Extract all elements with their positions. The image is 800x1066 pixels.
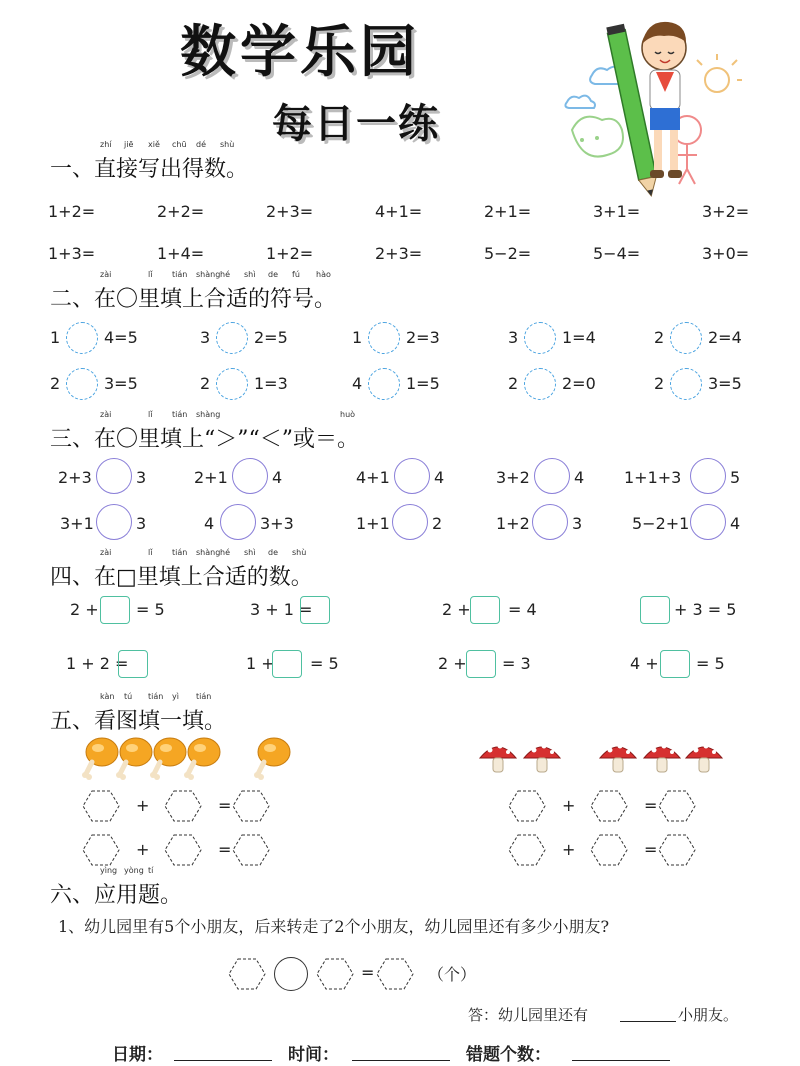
date-label: 日期：	[112, 1045, 163, 1065]
answer-box[interactable]	[100, 596, 130, 624]
answer-hexagon[interactable]	[590, 834, 628, 866]
compare-circle[interactable]	[534, 458, 570, 494]
section-5-title: 五、看图填一填。	[50, 709, 227, 734]
pinyin-annotation: hé	[220, 548, 230, 557]
section-6-title: 六、应用题。	[50, 883, 183, 908]
right-expression: 3	[136, 468, 147, 487]
pinyin-annotation: jiē	[124, 140, 134, 149]
left-expression: 4 +	[630, 654, 659, 673]
pinyin-annotation: shàng	[196, 548, 221, 557]
pinyin-annotation: dé	[196, 140, 206, 149]
left-expression: 5−2+1	[632, 514, 690, 533]
right-expression: 4	[574, 468, 585, 487]
answer-circle[interactable]	[274, 957, 308, 991]
answer-hexagon[interactable]	[82, 790, 120, 822]
time-label: 时间：	[288, 1045, 339, 1065]
date-blank[interactable]	[174, 1060, 272, 1061]
answer-hexagon[interactable]	[164, 790, 202, 822]
pinyin-annotation: shù	[220, 140, 235, 149]
arithmetic-problem: 2+3=	[375, 244, 423, 263]
page-title: 数学乐园	[180, 19, 420, 85]
left-expression: 3+1	[60, 514, 94, 533]
arithmetic-problem: 1+2=	[266, 244, 314, 263]
arithmetic-problem: 1+4=	[157, 244, 205, 263]
pinyin-annotation: kàn	[100, 692, 115, 701]
answer-hexagon[interactable]	[316, 958, 354, 990]
pinyin-annotation: shàng	[196, 270, 221, 279]
right-expression: 3=5	[708, 374, 742, 393]
pinyin-annotation: xiě	[148, 140, 160, 149]
left-operand: 2	[50, 374, 61, 393]
pinyin-annotation: zài	[100, 270, 112, 279]
arithmetic-problem: 2+3=	[266, 202, 314, 221]
left-operand: 1	[50, 328, 61, 347]
left-expression: 4	[204, 514, 215, 533]
left-expression: 1+1+3	[624, 468, 682, 487]
chicken-leg-illustration	[80, 734, 300, 782]
compare-circle[interactable]	[232, 458, 268, 494]
right-expression: 3	[572, 514, 583, 533]
left-operand: 2	[654, 374, 665, 393]
symbol-circle[interactable]	[66, 368, 98, 400]
answer-hexagon[interactable]	[508, 834, 546, 866]
answer-hexagon[interactable]	[658, 834, 696, 866]
answer-blank[interactable]	[620, 1021, 676, 1022]
answer-hexagon[interactable]	[658, 790, 696, 822]
right-expression: = 5	[310, 654, 339, 673]
answer-hexagon[interactable]	[590, 790, 628, 822]
right-expression: = 4	[508, 600, 537, 619]
symbol-circle[interactable]	[670, 368, 702, 400]
compare-circle[interactable]	[96, 458, 132, 494]
right-expression: 5	[730, 468, 741, 487]
answer-box[interactable]	[300, 596, 330, 624]
left-expression: 2+3	[58, 468, 92, 487]
pinyin-annotation: lǐ	[148, 548, 153, 557]
right-expression: 2=5	[254, 328, 288, 347]
left-expression: 4+1	[356, 468, 390, 487]
answer-box[interactable]	[466, 650, 496, 678]
pinyin-annotation: shù	[292, 548, 307, 557]
left-expression: 2 +	[438, 654, 467, 673]
section-1-title: 一、直接写出得数。	[50, 157, 249, 182]
pinyin-annotation: de	[268, 270, 278, 279]
arithmetic-problem: 1+3=	[48, 244, 96, 263]
arithmetic-problem: 5−2=	[484, 244, 532, 263]
pinyin-annotation: yìng	[100, 866, 118, 875]
mushroom-illustration	[478, 738, 728, 780]
pinyin-annotation: zài	[100, 410, 112, 419]
pinyin-annotation: shì	[244, 270, 256, 279]
equals-sign: =	[218, 796, 232, 815]
symbol-circle[interactable]	[216, 322, 248, 354]
equals-sign: =	[644, 796, 658, 815]
pinyin-annotation: tián	[172, 270, 188, 279]
right-expression: 1=3	[254, 374, 288, 393]
pinyin-annotation: tú	[124, 692, 133, 701]
pinyin-annotation: tián	[172, 548, 188, 557]
symbol-circle[interactable]	[66, 322, 98, 354]
answer-box[interactable]	[272, 650, 302, 678]
right-expression: 2=0	[562, 374, 596, 393]
pinyin-annotation: fú	[292, 270, 300, 279]
wrong-count-blank[interactable]	[572, 1060, 670, 1061]
pinyin-annotation: hé	[220, 270, 230, 279]
arithmetic-problem: 2+1=	[484, 202, 532, 221]
plus-sign: +	[562, 840, 576, 859]
arithmetic-problem: 3+2=	[702, 202, 750, 221]
left-expression: 1 +	[246, 654, 275, 673]
answer-hexagon[interactable]	[232, 790, 270, 822]
right-expression: 1=4	[562, 328, 596, 347]
left-operand: 4	[352, 374, 363, 393]
wrong-count-label: 错题个数：	[466, 1045, 551, 1065]
pinyin-annotation: tí	[148, 866, 154, 875]
compare-circle[interactable]	[220, 504, 256, 540]
left-expression: 1+2	[496, 514, 530, 533]
answer-hexagon[interactable]	[232, 834, 270, 866]
pinyin-annotation: yòng	[124, 866, 144, 875]
compare-circle[interactable]	[96, 504, 132, 540]
pinyin-annotation: huò	[340, 410, 356, 419]
pinyin-annotation: chū	[172, 140, 187, 149]
arithmetic-problem: 3+1=	[593, 202, 641, 221]
answer-hexagon[interactable]	[376, 958, 414, 990]
symbol-circle[interactable]	[368, 322, 400, 354]
symbol-circle[interactable]	[524, 368, 556, 400]
equals-sign: =	[361, 963, 375, 982]
right-expression: 3+3	[260, 514, 294, 533]
time-blank[interactable]	[352, 1060, 450, 1061]
right-expression: 2=4	[708, 328, 742, 347]
compare-circle[interactable]	[394, 458, 430, 494]
left-expression: 3+2	[496, 468, 530, 487]
section-2-title: 二、在〇里填上合适的符号。	[50, 287, 337, 312]
left-expression: 2 +	[442, 600, 471, 619]
left-expression: 2+1	[194, 468, 228, 487]
right-expression: 4	[434, 468, 445, 487]
pinyin-annotation: tián	[148, 692, 164, 701]
answer-box[interactable]	[470, 596, 500, 624]
boy-with-pencil-illustration	[552, 10, 742, 200]
symbol-circle[interactable]	[670, 322, 702, 354]
answer-box[interactable]	[640, 596, 670, 624]
pinyin-annotation: zài	[100, 548, 112, 557]
page-subtitle: 每日一练	[272, 100, 440, 147]
pinyin-annotation: hào	[316, 270, 331, 279]
question-1: 1、幼儿园里有5个小朋友，后来转走了2个小朋友，幼儿园里还有多少小朋友?	[58, 917, 610, 936]
unit-label: （个）	[428, 965, 477, 984]
pinyin-annotation: lǐ	[148, 270, 153, 279]
arithmetic-problem: 2+2=	[157, 202, 205, 221]
pinyin-annotation: de	[268, 548, 278, 557]
plus-sign: +	[562, 796, 576, 815]
answer-box[interactable]	[660, 650, 690, 678]
right-expression: 3	[136, 514, 147, 533]
pinyin-annotation: zhí	[100, 140, 112, 149]
symbol-circle[interactable]	[524, 322, 556, 354]
left-operand: 2	[200, 374, 211, 393]
left-operand: 1	[352, 328, 363, 347]
pinyin-annotation: shì	[244, 548, 256, 557]
answer-prefix: 答：幼儿园里还有	[468, 1006, 589, 1024]
right-expression: 2	[432, 514, 443, 533]
compare-circle[interactable]	[690, 504, 726, 540]
left-operand: 2	[508, 374, 519, 393]
symbol-circle[interactable]	[368, 368, 400, 400]
plus-sign: +	[136, 840, 150, 859]
pinyin-annotation: shàng	[196, 410, 221, 419]
pinyin-annotation: tián	[196, 692, 212, 701]
right-expression: 3=5	[104, 374, 138, 393]
left-operand: 2	[654, 328, 665, 347]
answer-suffix: 小朋友。	[678, 1006, 739, 1024]
pinyin-annotation: yì	[172, 692, 179, 701]
plus-sign: +	[136, 796, 150, 815]
right-expression: = 3	[502, 654, 531, 673]
right-expression: 4	[272, 468, 283, 487]
left-expression: 3 + 1 =	[250, 600, 313, 619]
equals-sign: =	[218, 840, 232, 859]
right-expression: 1=5	[406, 374, 440, 393]
left-expression: 1 + 2 =	[66, 654, 129, 673]
right-expression: 4	[730, 514, 741, 533]
answer-box[interactable]	[118, 650, 148, 678]
pinyin-annotation: tián	[172, 410, 188, 419]
right-expression: = 5	[696, 654, 725, 673]
arithmetic-problem: 1+2=	[48, 202, 96, 221]
arithmetic-problem: 4+1=	[375, 202, 423, 221]
answer-hexagon[interactable]	[508, 790, 546, 822]
equals-sign: =	[644, 840, 658, 859]
compare-circle[interactable]	[690, 458, 726, 494]
arithmetic-problem: 5−4=	[593, 244, 641, 263]
compare-circle[interactable]	[532, 504, 568, 540]
pinyin-annotation: lǐ	[148, 410, 153, 419]
left-expression: 1+1	[356, 514, 390, 533]
symbol-circle[interactable]	[216, 368, 248, 400]
arithmetic-problem: 3+0=	[702, 244, 750, 263]
left-operand: 3	[200, 328, 211, 347]
right-expression: 2=3	[406, 328, 440, 347]
left-operand: 3	[508, 328, 519, 347]
right-expression: = 5	[136, 600, 165, 619]
section-3-title: 三、在〇里填上“＞”“＜”或＝。	[50, 427, 359, 452]
answer-hexagon[interactable]	[82, 834, 120, 866]
right-expression: + 3 = 5	[674, 600, 737, 619]
answer-hexagon[interactable]	[228, 958, 266, 990]
compare-circle[interactable]	[392, 504, 428, 540]
right-expression: 4=5	[104, 328, 138, 347]
section-4-title: 四、在□里填上合适的数。	[50, 565, 313, 590]
left-expression: 2 +	[70, 600, 99, 619]
answer-hexagon[interactable]	[164, 834, 202, 866]
